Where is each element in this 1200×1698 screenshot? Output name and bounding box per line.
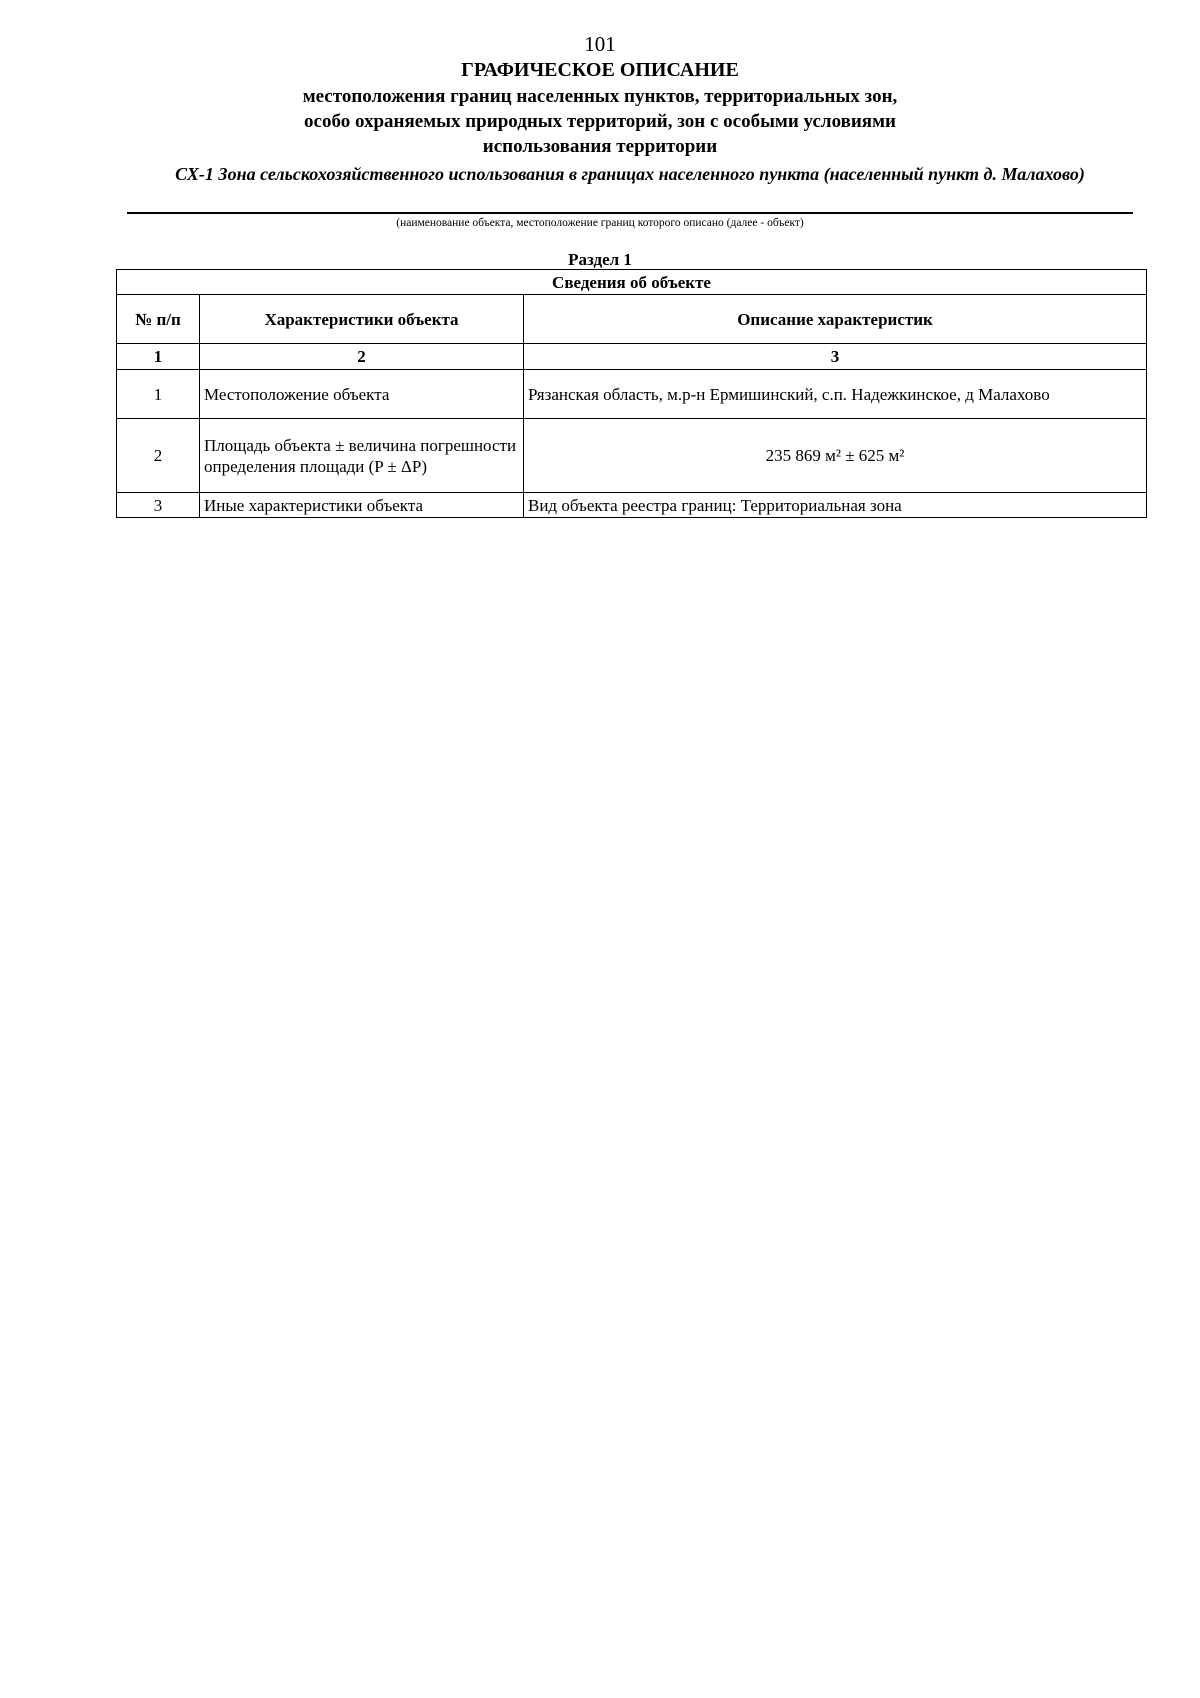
row-characteristic: Иные характеристики объекта: [200, 493, 524, 518]
document-title: ГРАФИЧЕСКОЕ ОПИСАНИЕ: [461, 59, 739, 81]
row-description: 235 869 м² ± 625 м²: [524, 419, 1147, 493]
object-name-caption: (наименование объекта, местоположение границ которого описано (далее - объект): [396, 217, 804, 229]
section-label: Раздел 1: [568, 250, 632, 269]
object-name: СХ-1 Зона сельскохозяйственного использования в границах населенного пункта (населенный пункт д. Малахово): [175, 164, 1085, 184]
column-index-2: 2: [200, 344, 524, 370]
document-subtitle: местоположения границ населенных пунктов, территориальных зон, особо охраняемых природных территорий, зон с особыми условиями использования территории: [302, 86, 898, 157]
table-column-index-row: [117, 344, 1147, 370]
row-num: 3: [117, 493, 200, 518]
header-num: № п/п: [117, 295, 200, 344]
page-number: 101: [584, 32, 616, 56]
row-characteristic: Площадь объекта ± величина погрешности определения площади (P ± ΔP): [200, 419, 524, 493]
header-description: Описание характеристик: [524, 295, 1147, 344]
table-header-row: [117, 295, 1147, 344]
table-row: [117, 419, 1147, 493]
row-num: 1: [117, 370, 200, 419]
row-characteristic: Местоположение объекта: [200, 370, 524, 419]
column-index-3: 3: [524, 344, 1147, 370]
table-caption-row: [117, 270, 1147, 295]
table-row: [117, 370, 1147, 419]
table-caption: Сведения об объекте: [117, 270, 1147, 295]
row-num: 2: [117, 419, 200, 493]
header-characteristic: Характеристики объекта: [200, 295, 524, 344]
object-info-table: [116, 269, 1147, 518]
object-name-underline: [127, 212, 1133, 214]
table-row: [117, 493, 1147, 518]
row-description: Рязанская область, м.р-н Ермишинский, с.п. Надежкинское, д Малахово: [524, 370, 1147, 419]
column-index-1: 1: [117, 344, 200, 370]
row-description: Вид объекта реестра границ: Территориальная зона: [524, 493, 1147, 518]
